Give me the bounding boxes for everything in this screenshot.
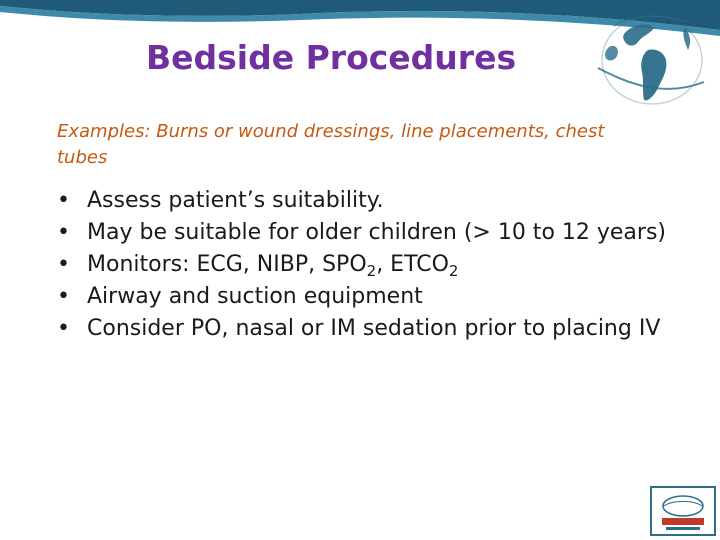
bullet-item: • Airway and suction equipment: [57, 281, 667, 313]
globe-icon: [588, 8, 714, 112]
examples-subtitle: Examples: Burns or wound dressings, line placements, chest tubes: [57, 121, 605, 168]
bullet-item: • Monitors: ECG, NIBP, $SPO_2$, $ETCO_2$: [57, 249, 667, 281]
bullet-list: [57, 185, 667, 345]
bullet-item: • Consider PO, nasal or IM sedation prior to placing IV: [57, 313, 667, 345]
page-title: Bedside Procedures: [146, 38, 517, 77]
bullet-item: • Assess patient’s suitability.: [57, 185, 667, 217]
bullet-item: • May be suitable for older children (> 10 to 12 years): [57, 217, 667, 249]
organization-logo: [650, 486, 716, 536]
